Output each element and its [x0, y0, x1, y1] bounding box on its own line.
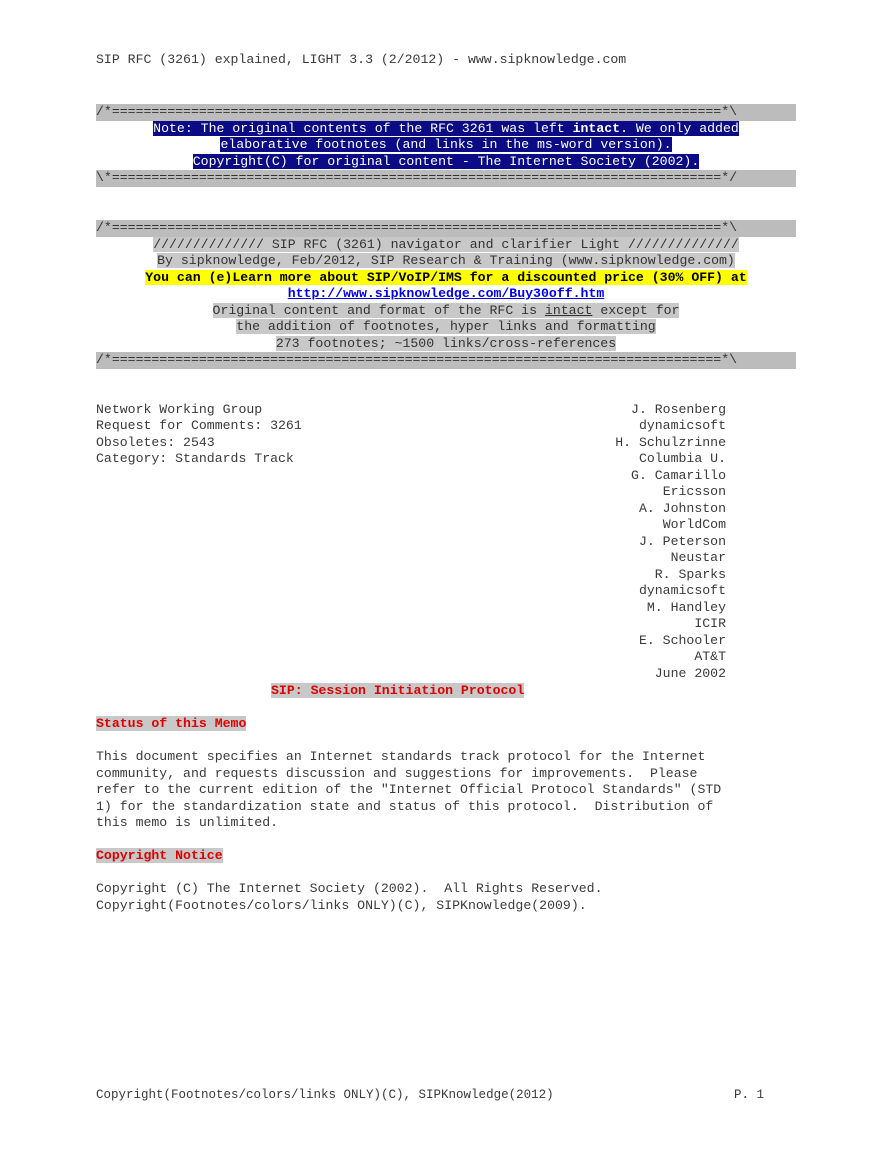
author-line: A. Johnston	[638, 501, 726, 516]
author-line: J. Peterson	[638, 534, 726, 549]
document-title: SIP: Session Initiation Protocol	[271, 683, 525, 698]
publication-date: June 2002	[654, 666, 726, 681]
navigator-line-5: 273 footnotes; ~1500 links/cross-references	[275, 336, 617, 351]
navigator-box-top-border: /*=============================================================================*\	[96, 220, 796, 237]
running-header: SIP RFC (3261) explained, LIGHT 3.3 (2/2012) - www.sipknowledge.com	[96, 52, 627, 67]
promo-line: You can (e)Learn more about SIP/VoIP/IMS for a discounted price (30% OFF) at	[145, 270, 747, 285]
copyright-line: Copyright (C) The Internet Society (2002). All Rights Reserved.	[96, 881, 603, 896]
author-line: Columbia U.	[638, 451, 726, 466]
status-paragraph-line: this memo is unlimited.	[96, 815, 279, 830]
navigator-line-3: Original content and format of the RFC is intact except for	[212, 303, 680, 318]
navigator-line-1: ////////////// SIP RFC (3261) navigator and clarifier Light //////////////	[153, 237, 739, 252]
note-box-top-border: /*=============================================================================*\	[96, 104, 796, 121]
page-number: P. 1	[734, 1088, 765, 1102]
author-line: dynamicsoft	[638, 418, 726, 433]
author-line: J. Rosenberg	[631, 402, 726, 417]
navigator-line-4: the addition of footnotes, hyper links and formatting	[236, 319, 656, 334]
doc-meta-category: Category: Standards Track	[96, 451, 294, 466]
doc-meta-obsoletes: Obsoletes: 2543	[96, 435, 215, 450]
doc-meta-rfc-number: Request for Comments: 3261	[96, 418, 302, 433]
author-line: AT&T	[694, 649, 726, 664]
copyright-line: Copyright(Footnotes/colors/links ONLY)(C), SIPKnowledge(2009).	[96, 898, 587, 913]
status-paragraph-line: refer to the current edition of the "Internet Official Protocol Standards" (STD	[96, 782, 722, 797]
status-heading: Status of this Memo	[96, 716, 247, 731]
doc-meta-working-group: Network Working Group	[96, 402, 263, 417]
navigator-line-2: By sipknowledge, Feb/2012, SIP Research & Training (www.sipknowledge.com)	[157, 253, 735, 268]
note-line-2: elaborative footnotes (and links in the ms-word version).	[220, 137, 672, 152]
promo-link[interactable]: http://www.sipknowledge.com/Buy30off.htm	[287, 286, 605, 301]
author-line: WorldCom	[662, 517, 726, 532]
copyright-heading: Copyright Notice	[96, 848, 223, 863]
author-line: dynamicsoft	[638, 583, 726, 598]
promo-link-line	[96, 286, 796, 303]
author-line: ICIR	[694, 616, 726, 631]
author-line: R. Sparks	[654, 567, 726, 582]
author-line: H. Schulzrinne	[615, 435, 726, 450]
footer-copyright: Copyright(Footnotes/colors/links ONLY)(C), SIPKnowledge(2012)	[96, 1088, 554, 1102]
author-line: Ericsson	[662, 484, 726, 499]
navigator-box-bottom-border: /*=============================================================================*\	[96, 352, 796, 369]
note-line-1: Note: The original contents of the RFC 3261 was left intact. We only added	[153, 121, 739, 136]
note-box-bottom-border: \*=============================================================================*/	[96, 170, 796, 187]
status-paragraph-line: community, and requests discussion and suggestions for improvements. Please	[96, 766, 698, 781]
author-line: E. Schooler	[638, 633, 726, 648]
note-line-3: Copyright(C) for original content - The Internet Society (2002).	[192, 154, 700, 169]
author-line: G. Camarillo	[631, 468, 726, 483]
status-paragraph-line: This document specifies an Internet standards track protocol for the Internet	[96, 749, 706, 764]
author-line: M. Handley	[646, 600, 726, 615]
status-paragraph-line: 1) for the standardization state and status of this protocol. Distribution of	[96, 799, 714, 814]
author-line: Neustar	[670, 550, 726, 565]
